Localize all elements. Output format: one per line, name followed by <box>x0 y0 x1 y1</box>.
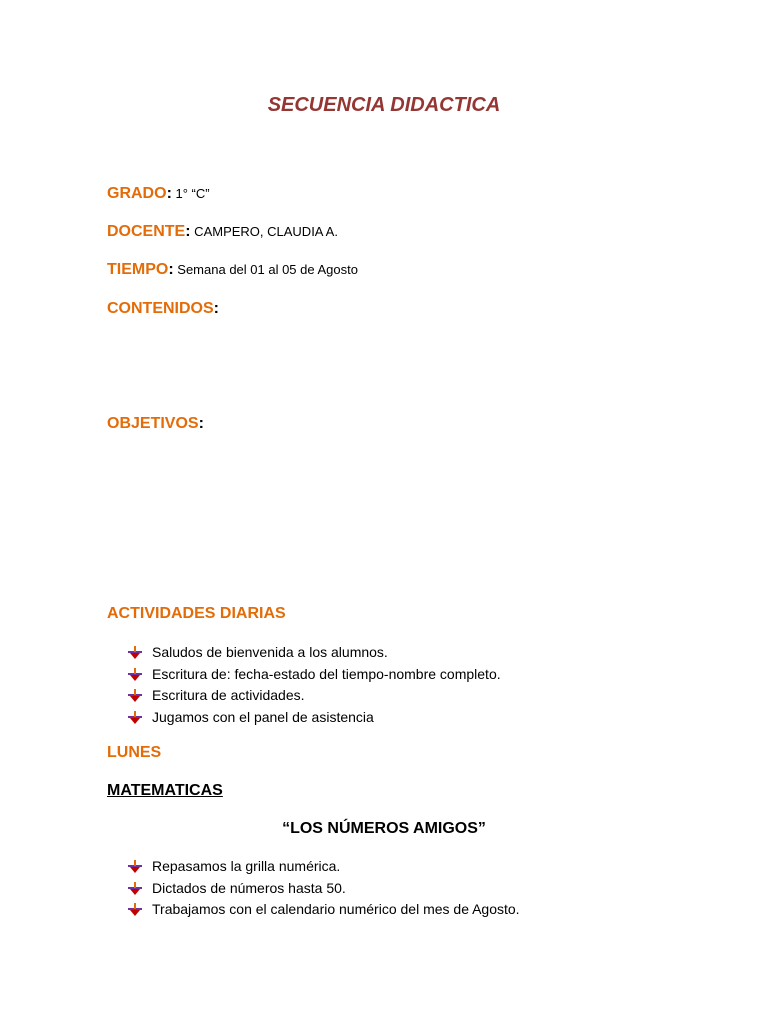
arrow-down-bullet-icon <box>128 689 142 703</box>
field-value: Semana del 01 al 05 de Agosto <box>173 262 358 277</box>
field-objetivos <box>107 413 204 435</box>
arrow-down-bullet-icon <box>128 882 142 896</box>
list-item <box>128 642 501 664</box>
field-docente <box>107 221 338 243</box>
lesson-list <box>128 856 520 921</box>
field-contenidos <box>107 298 219 320</box>
list-item <box>128 664 501 686</box>
field-tiempo <box>107 259 358 281</box>
list-item <box>128 707 501 729</box>
field-colon: : <box>168 261 174 278</box>
field-colon: : <box>185 223 191 240</box>
arrow-down-bullet-icon <box>128 711 142 725</box>
list-item-text: Dictados de números hasta 50. <box>152 879 346 896</box>
field-colon: : <box>166 185 172 202</box>
field-grado <box>107 183 210 205</box>
list-item-text: Jugamos con el panel de asistencia <box>152 709 374 726</box>
field-label: CONTENIDOS <box>107 300 214 317</box>
list-item <box>128 856 520 878</box>
list-item <box>128 685 501 707</box>
field-label: GRADO <box>107 185 167 202</box>
arrow-down-bullet-icon <box>128 860 142 874</box>
list-item <box>128 899 520 921</box>
list-item-text: Escritura de: fecha-estado del tiempo-nombre completo. <box>152 665 501 682</box>
list-item-text: Repasamos la grilla numérica. <box>152 858 341 874</box>
page-title: SECUENCIA DIDACTICA <box>267 94 501 116</box>
list-item <box>128 878 520 900</box>
arrow-down-bullet-icon <box>128 646 142 660</box>
arrow-down-bullet-icon <box>128 668 142 682</box>
activities-list <box>128 642 501 729</box>
subject-heading: MATEMATICAS <box>107 782 223 799</box>
day-heading: LUNES <box>107 744 162 761</box>
field-value: 1° “C” <box>171 186 210 201</box>
list-item-text: Trabajamos con el calendario numérico del mes de Agosto. <box>152 901 520 918</box>
lesson-title: “LOS NÚMEROS AMIGOS” <box>282 820 486 837</box>
field-label: TIEMPO <box>107 261 169 278</box>
field-colon: : <box>198 415 204 432</box>
list-item-text: Saludos de bienvenida a los alumnos. <box>152 644 388 660</box>
arrow-down-bullet-icon <box>128 903 142 917</box>
field-label: OBJETIVOS <box>107 415 199 432</box>
field-value: CAMPERO, CLAUDIA A. <box>190 224 338 239</box>
list-item-text: Escritura de actividades. <box>152 687 305 704</box>
activities-heading: ACTIVIDADES DIARIAS <box>107 605 286 622</box>
field-colon: : <box>213 300 219 317</box>
field-label: DOCENTE <box>107 223 186 240</box>
